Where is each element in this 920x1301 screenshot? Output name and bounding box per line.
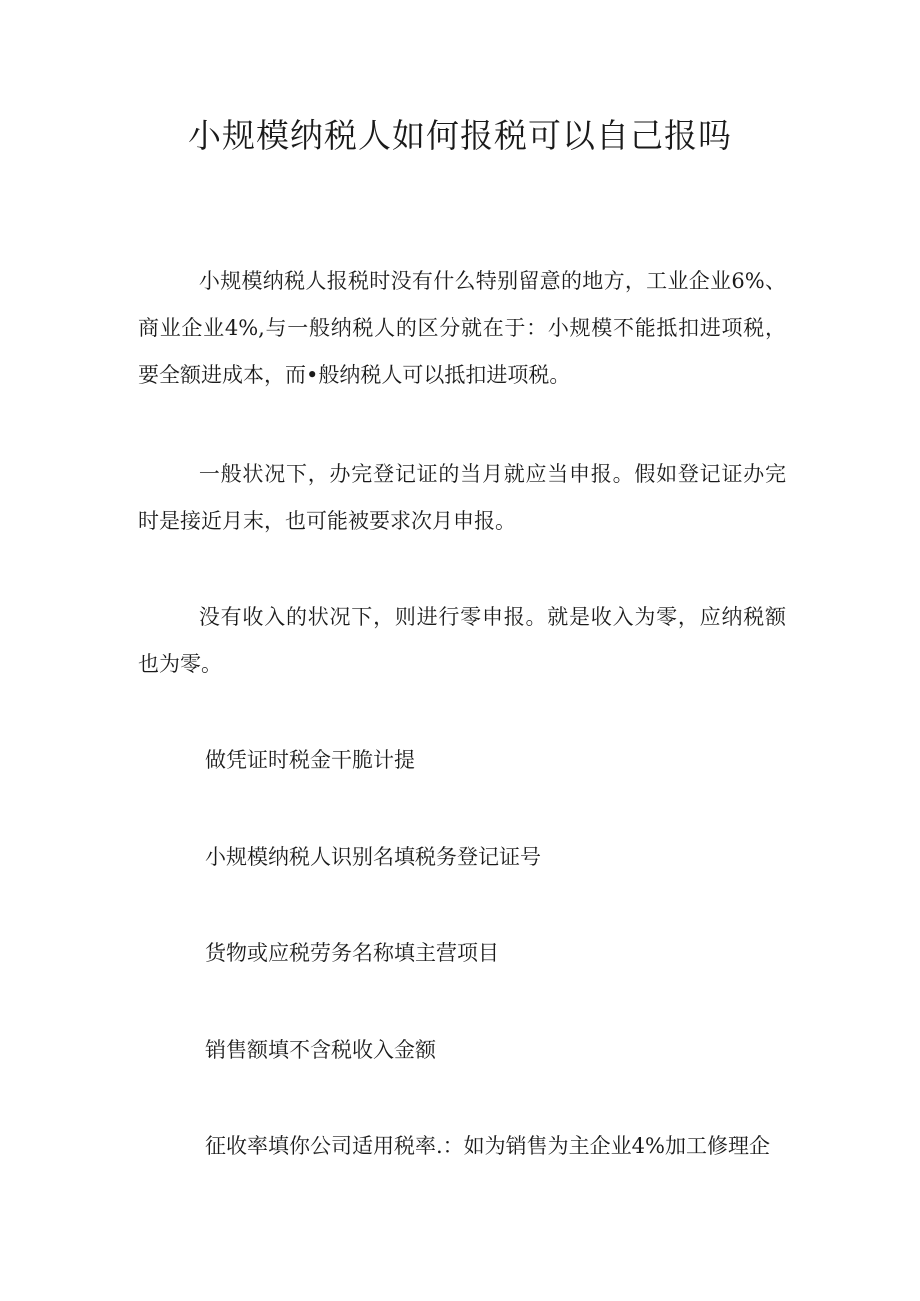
document-title: 小规模纳税人如何报税可以自己报吗 xyxy=(188,116,732,155)
list-item-voucher: 做凭证时税金干脆计提 xyxy=(205,748,415,772)
list-item-taxpayer-id: 小规模纳税人识别名填税务登记证号 xyxy=(205,845,541,869)
paragraph-zero-declaration: 没有收入的状况下，则进行零申报。就是收入为零，应纳税额也为零。 xyxy=(138,605,786,676)
list-item-sales-amount: 销售额填不含税收入金额 xyxy=(205,1038,436,1062)
list-item-goods-name: 货物或应税劳务名称填主营项目 xyxy=(205,941,499,965)
paragraph-tax-rates: 小规模纳税人报税时没有什么特别留意的地方，工业企业6%、商业企业4%,与一般纳税人的区分就在于：小规模不能抵扣进项税，要全额进成本，而•般纳税人可以抵扣进项税。 xyxy=(138,269,787,387)
list-item-levy-rate: 征收率填你公司适用税率.：如为销售为主企业4%加工修理企 xyxy=(205,1134,770,1158)
paragraph-declaration-timing: 一般状况下，办完登记证的当月就应当申报。假如登记证办完时是接近月末，也可能被要求次月申报。 xyxy=(138,462,786,533)
